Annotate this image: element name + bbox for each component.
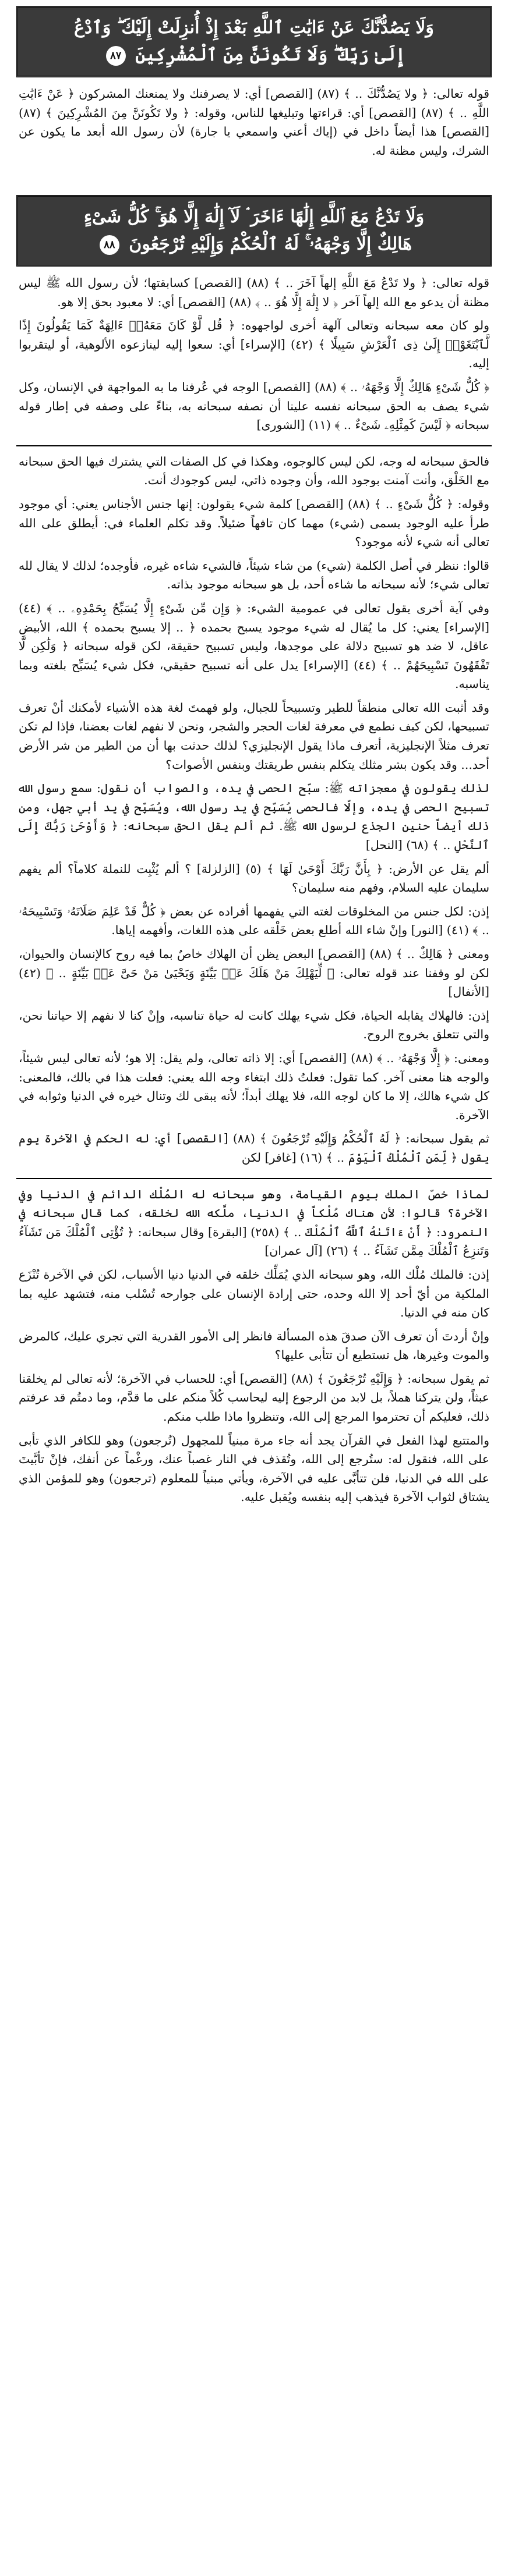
paragraph: ولو كان معه سبحانه وتعالى آلهة أخرى لواجهوه: ﴿ قُل لَّوْ كَانَ مَعَهُۥٓ ءَالِهَةٌ كَمَا يَقُولُونَ إِذًا لَّٱبْتَغَوْا۟ إِلَىٰ ذِى ٱلْعَرْشِ سَبِيلًا ﴾ (٤٢) [الإسراء] أي: سعوا إليه لينازعوه الألوهية، أو ليتقربوا إليه. [19,318,489,371]
paragraph: قالوا: ننظر في أصل الكلمة (شيء) من شاء شيئاً، فالشيء شاءه غيره، فأوجده؛ لذلك لا يقال لله تعالى شيء؛ لأنه سبحانه ما شاءه أحد، بل هو سبحانه موجود بذاته. [19,558,489,592]
section-divider [16,445,492,446]
paragraph: ﴿ كُلُّ شَىْءٍ هَالِكٌ إِلَّا وَجْهَهُۥ .. ﴾ (٨٨) [القصص] الوجه في عُرفنا ما به المواجهة في الإنسان، وكل شيء يصف به الحق سبحانه نفسه علينا أن نصفه سبحانه به، بناءً على وصفه في إطار قوله سبحانه ﴿ لَيْسَ كَمِثْلِهِۦ شَىْءٌ .. ﴾ (١١) [الشورى] [19,379,489,432]
paragraph: إذن: فالهلاك يقابله الحياة، فكل شيء يهلك كانت له حياة تناسبه، وإنْ كنا لا نفهم إلا حياتنا نحن، والتي تتعلق بخروج الروح. [19,1008,489,1042]
paragraph: ثم يقول سبحانه: ﴿ وَإِلَيْهِ تُرْجَعُونَ ﴾ (٨٨) [القصص] أي: للحساب في الآخرة؛ لأنه تعالى لم يخلقنا عبثاً، ولن يتركنا هملاً، بل لابد من الرجوع إليه ليحاسب كُلاً منكم على ما قدَّم، وما دمتُم قد عرفتم ذلك، فعليكم أن تحترموا المرجع إلى الله، وتنظروا ماذا طلب منكم. [19,1371,489,1424]
paragraph: قوله تعالى: ﴿ ولا يَصُدُّنَّكَ .. ﴾ (٨٧) [القصص] أي: لا يصرفنك ولا يمنعنك المشركون ﴿ عَنْ ءَايَٰتِ اللَّهِ .. ﴾ (٨٧) [القصص] أي: قراءتها وتبليغها للناس، وقوله: ﴿ ولا تَكُونَنَّ مِنَ المُشْرِكِينَ ﴾ (٨٧) [القصص] هذا أيضاً داخل في (إياك أعني واسمعي يا جارة) لأن رسول الله أبعد ما يكون عن الشرك، وليس مظنة له. [19,87,489,158]
paragraph: ومعنى: ﴿ إِلَّا وَجْهَهُۥ .. ﴾ (٨٨) [القصص] أي: إلا ذاته تعالى، ولم يقل: إلا هو؛ لأنه تعالى ليس شيئاً، والوجه هنا معنى آخر. كما تقول: فعلتُ ذلك ابتغاء وجه الله يعني: فعلت هذا في بالك، فالمعنى: كل شيء هالك، إلا ما كان لوجه الله، فلا يهلك أبداً؛ لأنه يبقى لك وتنال خيره في الدنيا وثوابه في الآخرة. [19,1051,489,1122]
verse-line: وَلَا يَصُدُّنَّكَ عَنْ ءَايَٰتِ ٱللَّهِ بَعْدَ إِذْ أُنزِلَتْ إِلَيْكَ ۖ وَٱدْعُ [74,17,434,38]
section-divider [16,1178,492,1179]
commentary-continued [16,452,492,1168]
verse-line [29,42,479,69]
verse-line-text: إِلَىٰ رَبِّكَ ۖ وَلَا تَكُونَنَّ مِنَ ٱلْمُشْرِكِينَ [135,44,406,65]
paragraph: لماذا خصّ الملك بيوم القيامة، وهو سبحانه له المُلْك الدائم في الدنيا وفي الآخرة؟ قالوا: لأن هناك مُلْكاً في الدنيا، ملَّكه الله لخلقه، كما قال سبحانه في النمرود: ﴿ أَنْ ءَاتَىٰهُ ٱللَّهُ ٱلْمُلْكَ .. ﴾ (٢٥٨) [البقرة] وقال سبحانه: ﴿ تُؤْتِى ٱلْمُلْكَ مَن تَشَآءُ وَتَنزِعُ ٱلْمُلْكَ مِمَّن تَشَآءُ .. ﴾ (٢٦) [آل عمران] [19,1187,489,1258]
commentary-88 [16,274,492,435]
paragraph: لذلك يقولون في معجزاته ﷺ: سبّح الحصى في يده، والصواب أن نقول: سمع رسول الله تسبيح الحصى في يده، وإلّا فالحصى يُسَبِّح في يد رسول الله، ويُسَبِّح في يد أبي جهل، ومن ذلك أيضاً حنين الجذع لرسول الله ﷺ. ثم ألم يقل الحق سبحانه: ﴿ وَأَوْحَىٰ رَبُّكَ إِلَى ٱلنَّحْلِ .. ﴾ (٦٨) [النحل] [19,781,489,853]
verse-banner-87 [16,6,492,77]
ayah-number-badge: ٨٨ [100,235,119,255]
verse-banner-88 [16,195,492,267]
paragraph: وقد أثبت الله تعالى منطقاً للطير وتسبيحاً للجبال، ولو فهمتَ لغة هذه الأشياء لأمكنك أنْ تعرف تسبيحها، لكن كيف نطمع في معرفة لغات الحجر والشجر، ونحن لا نفهم لغات بعضنا، فإذا لم تكن تعرف مثلاً الإنجليزية، أتعرف ماذا يقول الإنجليزي؟ لذلك حدثت بها أن من الطير من شر الأرض أحد... وقد يكون بشر مثلك يتكلم بنفس طريقتك وبنفس الأصوات؟ [19,700,489,772]
verse-line-text: هَالِكٌ إِلَّا وَجْهَهُۥ ۚ لَهُ ٱلْحُكْمُ وَإِلَيْهِ تُرْجَعُونَ [129,233,412,254]
verse-line: وَلَا تَدْعُ مَعَ ٱللَّهِ إِلَٰهًا ءَاخَرَ ۘ لَآ إِلَٰهَ إِلَّا هُوَ ۚ كُلُّ شَىْءٍ [83,207,425,227]
paragraph: ألم يقل عن الأرض: ﴿ بِأَنَّ رَبَّكَ أَوْحَىٰ لَهَا ﴾ (٥) [الزلزلة] ؟ ألم يُثْبِت للنملة كلاماً؟ ألم يفهم سليمان عليه السلام، وفهم منه سليمان؟ [19,861,489,895]
paragraph: ثم يقول سبحانه: ﴿ لَهُ ٱلْحُكْمُ وَإِلَيْهِ تُرْجَعُونَ ﴾ (٨٨) [القصص] أي: له الحكم في الآخرة يوم يقول ﴿ لِّمَنِ ٱلْمُلْكُ ٱلْيَوْمَ .. ﴾ (١٦) [غافر] لكن [19,1131,489,1165]
paragraph: ومعنى ﴿ هَالِكٌ .. ﴾ (٨٨) [القصص] البعض يظن أن الهلاك خاصٌ بما فيه روح كالإنسان والحيوان، لكن لو وقفنا عند قوله تعالى: ﴿ لِّيَهْلِكَ مَنْ هَلَكَ عَنۢ بَيِّنَةٍ وَيَحْيَىٰ مَنْ حَىَّ عَنۢ بَيِّنَةٍ .. ﴾ (٤٢) [الأنفال] [19,947,489,999]
paragraph: وقوله: ﴿ كُلُّ شَىْءٍ .. ﴾ (٨٨) [القصص] كلمة شيء يقولون: إنها جنس الأجناس يعني: أي موجود طرأ عليه الوجود يسمى (شيء) مهما كان تافهاً ضئيلاً. وقد تكلم العلماء في: أيطلق على الله تعالى أنه شيء لأنه موجود؟ [19,496,490,549]
paragraph: وفي آية أخرى يقول تعالى في عمومية الشيء: ﴿ وَإِن مِّن شَىْءٍ إِلَّا يُسَبِّحُ بِحَمْدِهِۦ .. ﴾ (٤٤) [الإسراء] يعني: كل ما يُقال له شيء موجود يسبح بحمده ﴿ .. إلا يسبح بحمده ﴾ الله، الأبيض عاقل، لا ضد هو تسبيح دلالة على موجدها، وليس تسبيح حقيقة، لكن قوله سبحانه ﴿ وَلَٰكِن لَّا تَفْقَهُونَ تَسْبِيحَهُمْ .. ﴾ (٤٤) [الإسراء] يدل على أنه تسبيح حقيقي، فكل شيء يُسَبِّح بلغته وبما يناسبه. [19,601,489,691]
commentary-87 [16,84,492,187]
paragraph: قوله تعالى: ﴿ ولا تَدْعُ مَعَ اللَّهِ إلهاً آخَرَ .. ﴾ (٨٨) [القصص] كسابقتها؛ لأن رسول الله ﷺ ليس مظنة أن يدعو مع الله إلهاً آخر ﴿ لا إِلَٰهَ إِلَّا هُوَ .. ﴾ (٨٨) [القصص] أي: لا معبود بحق إلا هو. [19,276,489,309]
verse-line [29,231,479,258]
paragraph: إذن: فالملك مُلْك الله، وهو سبحانه الذي يُمَلِّك خلقه في الدنيا دنيا الأسباب، لكن في الآخرة تُنْزَع الملكية من أيّ أحد إلا الله وحده، حتى إرادة الإنسان على جوارحه تُسْلب منه، فتشهد عليه بما كان منه في الدنيا. [19,1267,489,1320]
commentary-final [16,1185,492,1507]
paragraph: والمتتبع لهذا الفعل في القرآن يجد أنه جاء مرة مبنياً للمجهول (تُرجعون) وهو للكافر الذي تأبى على الله، فنقول له: ستُرجع إلى الله، وتُقذف في النار غصباً عنك، ورغْماً عن أنفك، فإنْ تأبَّيتَ على الله في الدنيا، فلن تتأبَّى عليه في الآخرة، ويأتي مبنياً للمعلوم (ترجعون) وهو للمؤمن الذي يشتاق لثواب الآخرة فيذهب إليه بنفسه ويُقبل عليه. [19,1433,489,1505]
ayah-number-badge: ٨٧ [106,46,126,66]
paragraph: فالحق سبحانه له وجه، لكن ليس كالوجوه، وهكذا في كل الصفات التي يشترك فيها الحق سبحانه مع الخَلْق، وأنت آمنت بوجود الله، وأن وجوده ذاتي، ليس كوجودك أنت. [19,454,490,488]
paragraph: وإنْ أردتَ أن تعرف الآن صدقَ هذه المسألة فانظر إلى الأمور القدرية التي تجري عليك، كالمرض والموت وغيرها، هل تستطيع أن تتأبى عليها؟ [19,1329,489,1362]
paragraph: إذن: لكل جنس من المخلوقات لغته التي يفهمها أفراده عن بعض ﴿ كُلٌّ قَدْ عَلِمَ صَلَاتَهُۥ وَتَسْبِيحَهُۥ .. ﴾ (٤١) [النور] وإنْ شاء الله أطلع بعض خَلْقه على هذه اللغات، وأفهمه إياها. [19,904,489,938]
